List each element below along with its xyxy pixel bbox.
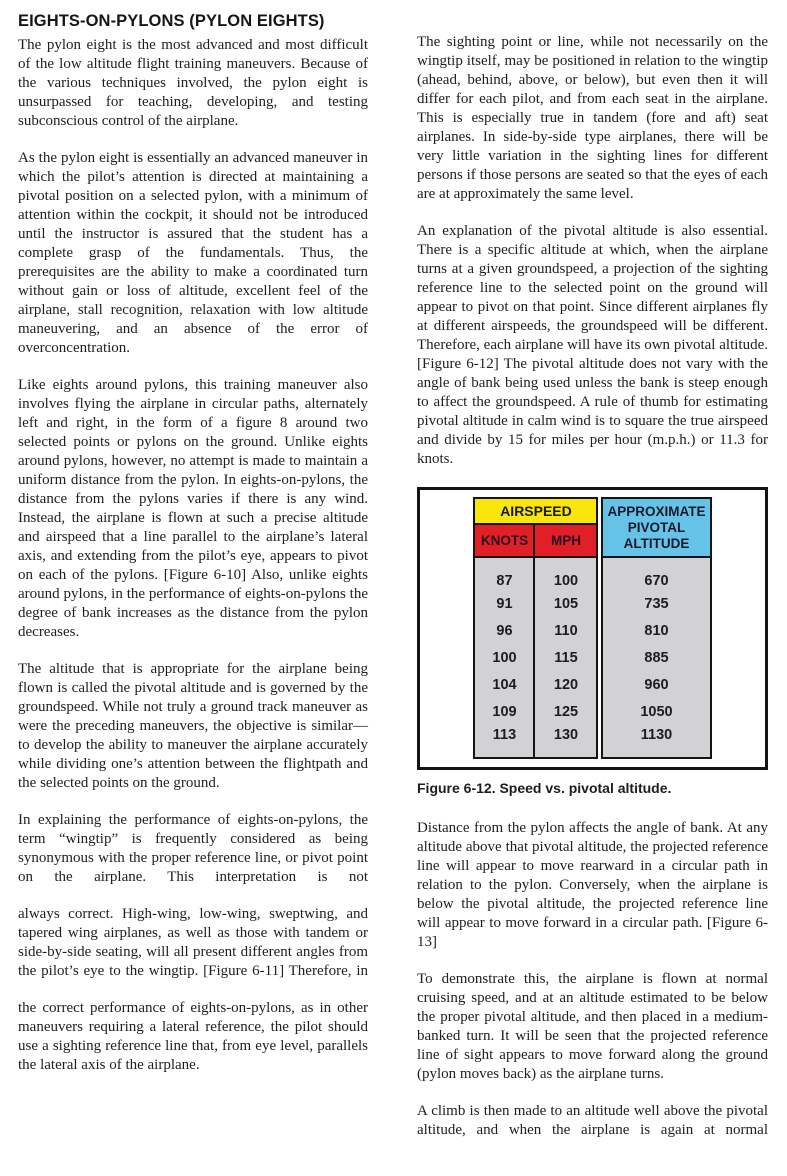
paragraph: the correct performance of eights-on-pylons, as in other maneuvers requiring a lateral reference, the pilot should use a sighting reference line that, from eye level, parallels the lateral axis of the airplane. xyxy=(18,1000,368,1073)
table-cell: 120 xyxy=(534,672,597,699)
paragraph: always correct. High-wing, low-wing, sweptwing, and tapered wing airplanes, as well as those with tandem or side-by-side seating, will all present different angles from the pilot’s eye to the wingtip. [Figure 6-11] Therefore, in xyxy=(18,906,368,979)
table-cell: 1130 xyxy=(602,726,710,758)
table-cell: 87 xyxy=(474,557,534,591)
table-row xyxy=(474,524,597,557)
paragraph: The altitude that is appropriate for the airplane being flown is called the pivotal altitude and is governed by the groundspeed. While not truly a ground track maneuver as were the preceding maneuvers, the objective is similar—to develop the ability to maneuver the airplane accurately while dividing one’s attention between the flightpath and the selected points on the ground. xyxy=(18,661,368,791)
table-cell: 885 xyxy=(602,645,710,672)
table-row xyxy=(474,726,597,758)
table-cell: 130 xyxy=(534,726,597,758)
paragraph: Distance from the pylon affects the angle of bank. At any altitude above that pivotal altitude, the projected reference line will appear to move rearward in a circular path in relation to the pylon. Conversely, when the airplane is below the pivotal altitude, the projected reference line will appear to move forward in a circular path. [Figure 6-13] xyxy=(417,820,768,950)
table-row xyxy=(602,726,710,758)
paragraph: To demonstrate this, the airplane is flown at normal cruising speed, and at an altitude estimated to be below the proper pivotal altitude, and then placed in a medium-banked turn. It will be seen that the projected reference line of sight appears to move forward along the ground (pylon moves back) as the airplane turns. xyxy=(417,971,768,1082)
table-cell: 1050 xyxy=(602,699,710,726)
table-row xyxy=(602,498,710,557)
mph-header: MPH xyxy=(534,524,597,557)
table-cell: 100 xyxy=(534,557,597,591)
paragraph: An explanation of the pivotal altitude is also essential. There is a specific altitude at which, when the airplane turns at a given groundspeed, a projection of the sighting reference line to the selected point on the ground will appear to pivot on that point. Since different airplanes fly at different airspeeds, the groundspeed will be different. Therefore, each airplane will have its own pivotal altitude. [Figure 6-12] The pivotal altitude does not vary with the angle of bank being used unless the bank is steep enough to affect the groundspeed. A rule of thumb for estimating pivotal altitude in calm wind is to square the true airspeed and divide by 15 for miles per hour (m.p.h.) or 11.3 for knots. xyxy=(417,223,768,467)
table-row xyxy=(602,645,710,672)
paragraph: A climb is then made to an altitude well above the pivotal altitude, and when the airplane is again at normal xyxy=(417,1103,768,1138)
paragraph: In explaining the performance of eights-on-pylons, the term “wingtip” is frequently considered as being synonymous with the proper reference line, or pivot point on the airplane. This interpretation is not xyxy=(18,812,368,885)
table-cell: 960 xyxy=(602,672,710,699)
table-cell: 670 xyxy=(602,557,710,591)
table-row xyxy=(474,557,597,591)
table-row xyxy=(474,498,597,524)
figure-caption: Figure 6-12. Speed vs. pivotal altitude. xyxy=(417,780,672,796)
table-row xyxy=(602,699,710,726)
section-heading: EIGHTS-ON-PYLONS (PYLON EIGHTS) xyxy=(18,12,325,30)
paragraph: The sighting point or line, while not necessarily on the wingtip itself, may be positioned in relation to the wingtip (ahead, behind, above, or below), but even then it will differ for each pilot, and from each seat in the airplane. This is especially true in tandem (fore and aft) seat airplanes. In side-by-side type airplanes, there will be very little variation in the sighting lines for different persons if those persons are seated so that the eyes of each are at approximately the same level. xyxy=(417,34,768,202)
table-cell: 110 xyxy=(534,618,597,645)
table-cell: 125 xyxy=(534,699,597,726)
table-cell: 105 xyxy=(534,591,597,618)
left-column xyxy=(18,12,368,1093)
pivotal-altitude-table xyxy=(473,497,711,759)
figure-6-12-box xyxy=(417,487,768,770)
table-row xyxy=(474,699,597,726)
table-cell: 113 xyxy=(474,726,534,758)
paragraph: The pylon eight is the most advanced and most difficult of the low altitude flight training maneuvers. Because of the various techniques involved, the pylon eight is unsurpassed for teaching, developing, and testing subconscious control of the airplane. xyxy=(18,37,368,129)
table-row xyxy=(474,645,597,672)
table-cell: 96 xyxy=(474,618,534,645)
airspeed-group-header: AIRSPEED xyxy=(474,498,597,524)
table-row xyxy=(474,591,597,618)
paragraph: Like eights around pylons, this training maneuver also involves flying the airplane in circular paths, alternately left and right, in the form of a figure 8 around two selected points or pylons on the ground. Unlike eights around pylons, however, no attempt is made to maintain a uniform distance from the pylon. In eights-on-pylons, the distance from the pylons varies if there is any wind. Instead, the airplane is flown at such a precise altitude and airspeed that a line parallel to the airplane’s lateral axis, and extending from the pilot’s eye, appears to pivot on each of the pylons. [Figure 6-10] Also, unlike eights around pylons, in the performance of eights-on-pylons the degree of bank increases as the distance from the pylon decreases. xyxy=(18,377,368,640)
table-row xyxy=(602,591,710,618)
table-cell: 735 xyxy=(602,591,710,618)
table-cell: 810 xyxy=(602,618,710,645)
table-cell: 115 xyxy=(534,645,597,672)
knots-header: KNOTS xyxy=(474,524,534,557)
right-column xyxy=(417,33,768,1158)
airspeed-subtable xyxy=(473,497,598,759)
table-cell: 100 xyxy=(474,645,534,672)
table-cell: 109 xyxy=(474,699,534,726)
table-cell: 91 xyxy=(474,591,534,618)
table-row xyxy=(602,618,710,645)
paragraph: As the pylon eight is essentially an advanced maneuver in which the pilot’s attention is directed at maintaining a pivotal position on a selected pylon, with a minimum of attention within the cockpit, it should not be introduced until the instructor is assured that the student has a complete grasp of the fundamentals. Thus, the prerequisites are the ability to make a coordinated turn without gain or loss of altitude, excellent feel of the airplane, stall recognition, relaxation with low altitude maneuvering, and an absence of the error of overconcentration. xyxy=(18,150,368,356)
altitude-header: APPROXIMATE PIVOTAL ALTITUDE xyxy=(602,498,710,557)
table-row xyxy=(602,672,710,699)
table-row xyxy=(474,672,597,699)
table-row xyxy=(474,618,597,645)
table-cell: 104 xyxy=(474,672,534,699)
table-row xyxy=(602,557,710,591)
altitude-subtable xyxy=(601,497,711,759)
